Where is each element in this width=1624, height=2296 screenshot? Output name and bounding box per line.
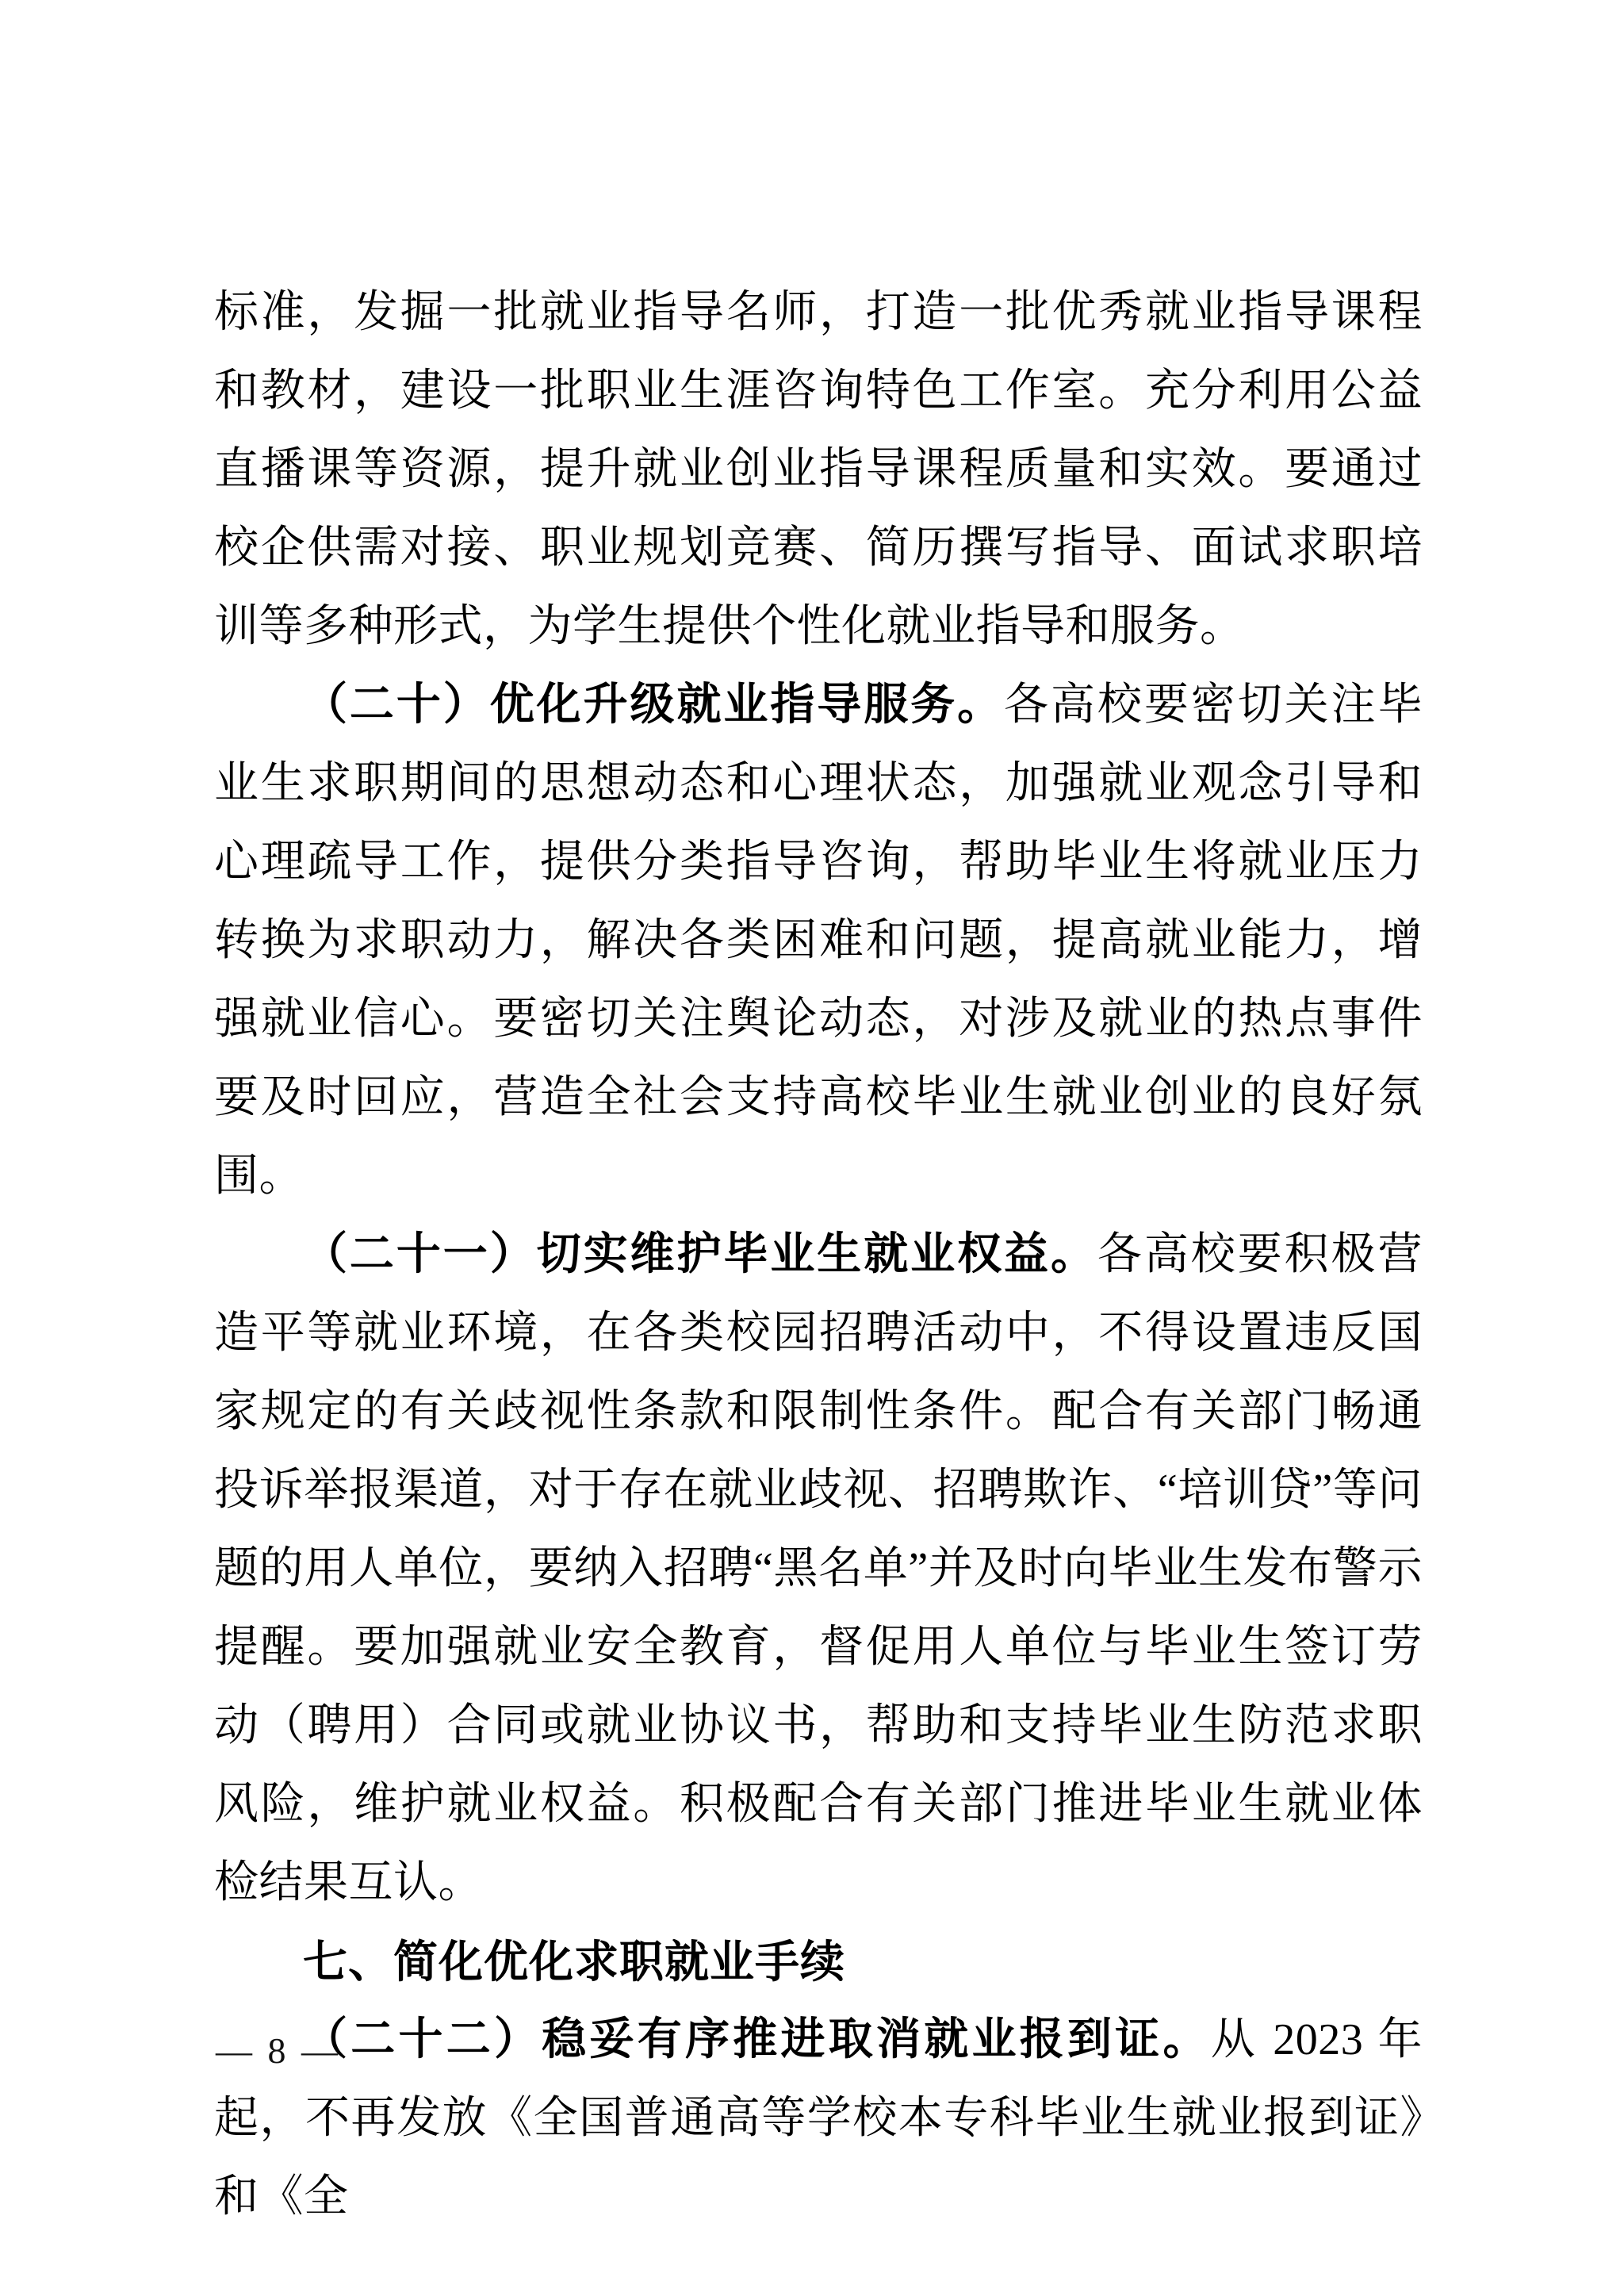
paragraph-text: 从 2023 年起，不再发放《全国普通高等学校本专科毕业生就业报到证》和《全 xyxy=(214,2015,1423,2221)
paragraph-lead: （二十一）切实维护毕业生就业权益。 xyxy=(303,1230,1097,1279)
section-heading: 七、简化优化求职就业手续 xyxy=(303,1937,845,1987)
paragraph-continuation xyxy=(214,274,1423,666)
page-number: — 8 — xyxy=(216,2030,341,2071)
paragraph-text: 各高校要密切关注毕业生求职期间的思想动态和心理状态，加强就业观念引导和心理疏导工作，提供分类指导咨询，帮助毕业生将就业压力转换为求职动力，解决各类困难和问题，提高就业能力，增强就业信心。要密切关注舆论动态，对涉及就业的热点事件要及时回应，营造全社会支持高校毕业生就业创业的良好氛围。 xyxy=(214,680,1423,1201)
paragraph-item-22 xyxy=(214,2001,1423,2237)
paragraph-text: 各高校要积极营造平等就业环境，在各类校园招聘活动中，不得设置违反国家规定的有关歧视性条款和限制性条件。配合有关部门畅通投诉举报渠道，对于存在就业歧视、招聘欺诈、“培训贷”等问题的用人单位，要纳入招聘“黑名单”并及时向毕业生发布警示提醒。要加强就业安全教育，督促用人单位与毕业生签订劳动（聘用）合同或就业协议书，帮助和支持毕业生防范求职风险，维护就业权益。积极配合有关部门推进毕业生就业体检结果互认。 xyxy=(214,1230,1423,1907)
paragraph-text: 标准，发掘一批就业指导名师，打造一批优秀就业指导课程和教材，建设一批职业生涯咨询特色工作室。充分利用公益直播课等资源，提升就业创业指导课程质量和实效。要通过校企供需对接、职业规划竞赛、简历撰写指导、面试求职培训等多种形式，为学生提供个性化就业指导和服务。 xyxy=(214,288,1423,651)
paragraph-lead: （二十）优化升级就业指导服务。 xyxy=(303,680,1005,730)
paragraph-item-21 xyxy=(214,1216,1423,1922)
paragraph-lead: （二十二）稳妥有序推进取消就业报到证。 xyxy=(303,2015,1211,2064)
paragraph-item-20 xyxy=(214,666,1423,1216)
document-body xyxy=(214,274,1423,2237)
